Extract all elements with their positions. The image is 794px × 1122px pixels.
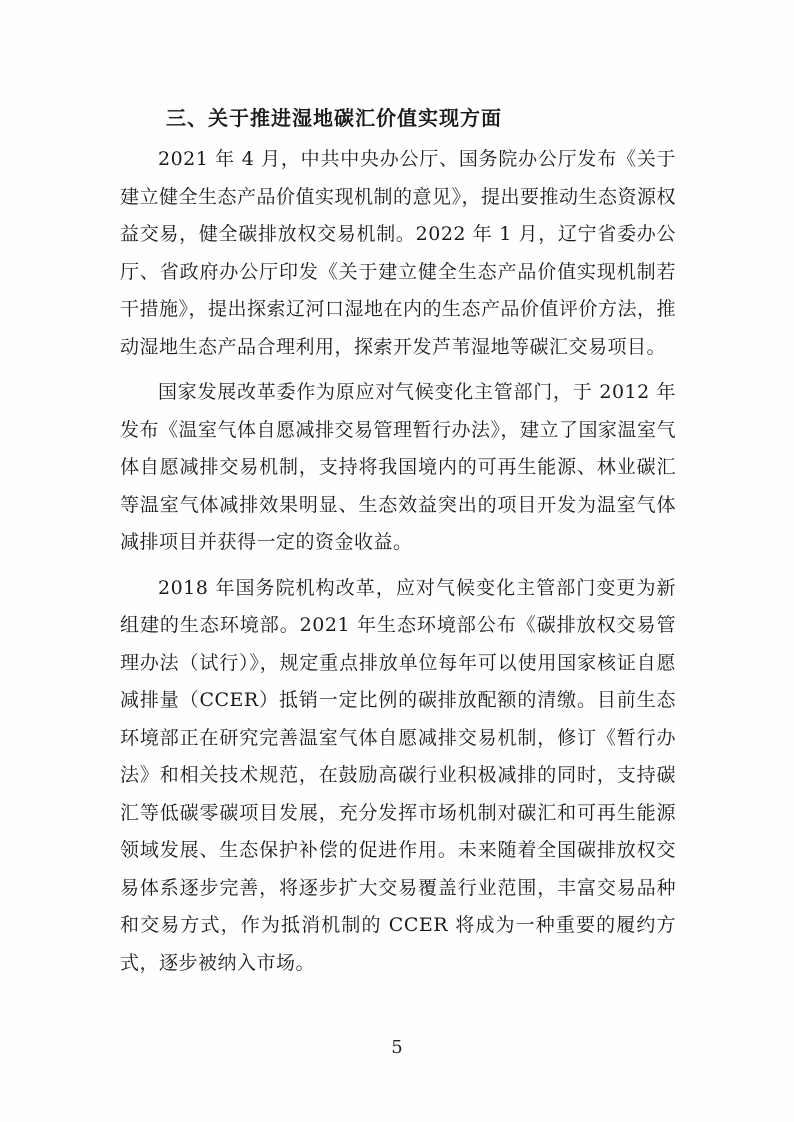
page-number: 5	[391, 1037, 403, 1058]
paragraph-3: 2018 年国务院机构改革，应对气候变化主管部门变更为新组建的生态环境部。2021 年生态环境部公布《碳排放权交易管理办法（试行）》，规定重点排放单位每年可以使用国家核证自愿减排量（CCER）抵销一定比例的碳排放配额的清缴。目前生态环境部正在研究完善温室气体自愿减排交易机制，修订《暂行办法》和相关技术规范，在鼓励高碳行业积极减排的同时，支持碳汇等低碳零碳项目发展，充分发挥市场机制对碳汇和可再生能源领域发展、生态保护补偿的促进作用。未来随着全国碳排放权交易体系逐步完善，将逐步扩大交易覆盖行业范围，丰富交易品种和交易方式，作为抵消机制的 CCER 将成为一种重要的履约方式，逐步被纳入市场。	[120, 576, 676, 974]
section-heading: 三、关于推进湿地碳汇价值实现方面	[166, 106, 502, 130]
paragraph-1: 2021 年 4 月，中共中央办公厅、国务院办公厅发布《关于建立健全生态产品价值实现机制的意见》，提出要推动生态资源权益交易，健全碳排放权交易机制。2022 年 1 月，辽宁省委办公厅、省政府办公厅印发《关于建立健全生态产品价值实现机制若干措施》，提出探索辽河口湿地在内的生态产品价值评价方法，推动湿地生态产品合理利用，探索开发芦苇湿地等碳汇交易项目。	[120, 148, 677, 358]
paragraph-2: 国家发展改革委作为原应对气候变化主管部门，于 2012 年发布《温室气体自愿减排交易管理暂行办法》，建立了国家温室气体自愿减排交易机制，支持将我国境内的可再生能源、林业碳汇等温室气体减排效果明显、生态效益突出的项目开发为温室气体减排项目并获得一定的资金收益。	[120, 381, 677, 553]
document-body	[120, 95, 676, 990]
